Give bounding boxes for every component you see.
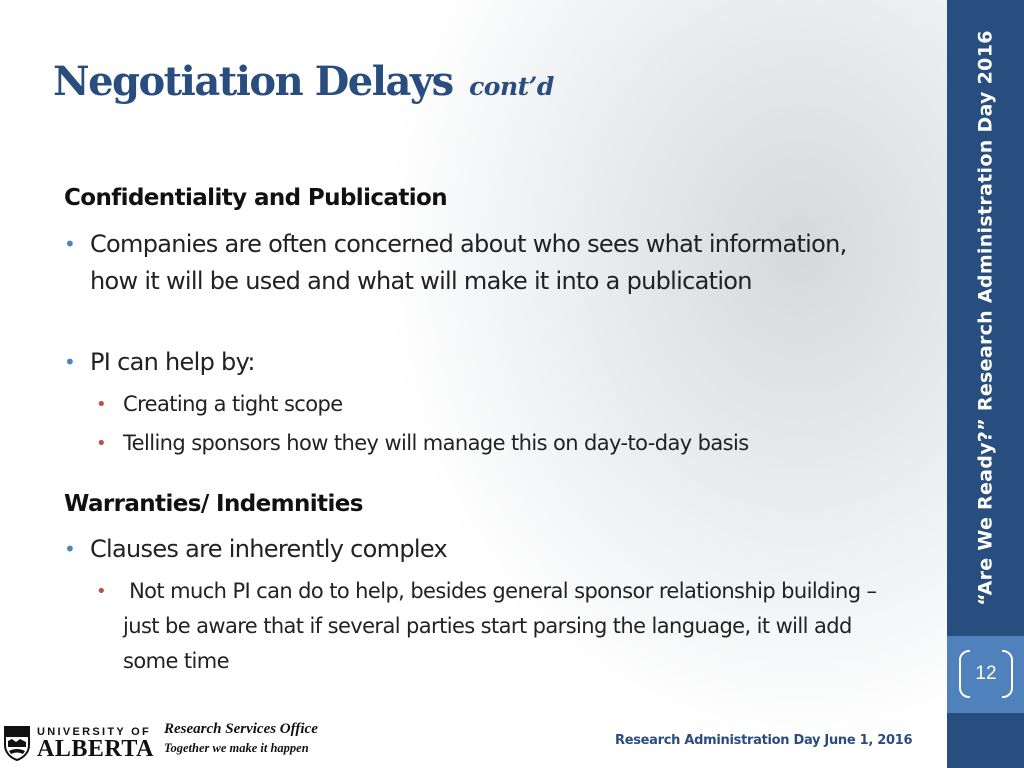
university-of-text: UNIVERSITY OF (37, 726, 152, 738)
subbullet-text: Telling sponsors how they will manage this on day-to-day basis (123, 431, 749, 455)
section-heading-warranties: Warranties/ Indemnities (64, 491, 363, 517)
bullet-text: PI can help by: (90, 348, 255, 376)
slide-title-main: Negotiation Delays (53, 58, 453, 105)
subbullet-tight-scope (96, 387, 896, 422)
sidebar-event-title (947, 0, 1024, 636)
bullet-text: Clauses are inherently complex (90, 535, 447, 563)
bullet-dot-icon: • (64, 232, 76, 256)
subbullet-not-much-pi (96, 574, 896, 679)
alberta-text: ALBERTA (37, 736, 154, 762)
slide-title (53, 58, 554, 105)
footer-event-date: Research Administration Day June 1, 2016 (615, 733, 913, 748)
subbullet-telling-sponsors (96, 426, 896, 461)
crest-icon (4, 725, 30, 761)
university-logo (4, 724, 154, 764)
bullet-clauses-complex (64, 531, 884, 568)
subbullet-dot-icon: • (96, 394, 107, 415)
page-number: 12 (975, 663, 997, 684)
subbullet-dot-icon: • (96, 581, 107, 602)
sidebar-event-text: “Are We Ready?” Research Administration Day 2016 (974, 30, 997, 606)
slide-title-suffix: cont’d (469, 72, 554, 101)
office-name: Research Services Office (164, 721, 318, 737)
bullet-text: Companies are often concerned about who sees what information, how it will be used and what will make it into a publication (90, 230, 847, 295)
bullet-dot-icon: • (64, 350, 76, 374)
bullet-dot-icon: • (64, 537, 76, 561)
section-heading-confidentiality: Confidentiality and Publication (64, 185, 447, 211)
bullet-companies-concerned (64, 226, 884, 300)
subbullet-text: Creating a tight scope (123, 392, 343, 416)
subbullet-text: Not much PI can do to help, besides general sponsor relationship building – just be aware that if several parties start parsing the language, it will add some time (123, 579, 883, 673)
bullet-pi-can-help (64, 344, 884, 381)
subbullet-dot-icon: • (96, 433, 107, 454)
office-tagline: Together we make it happen (164, 741, 309, 755)
